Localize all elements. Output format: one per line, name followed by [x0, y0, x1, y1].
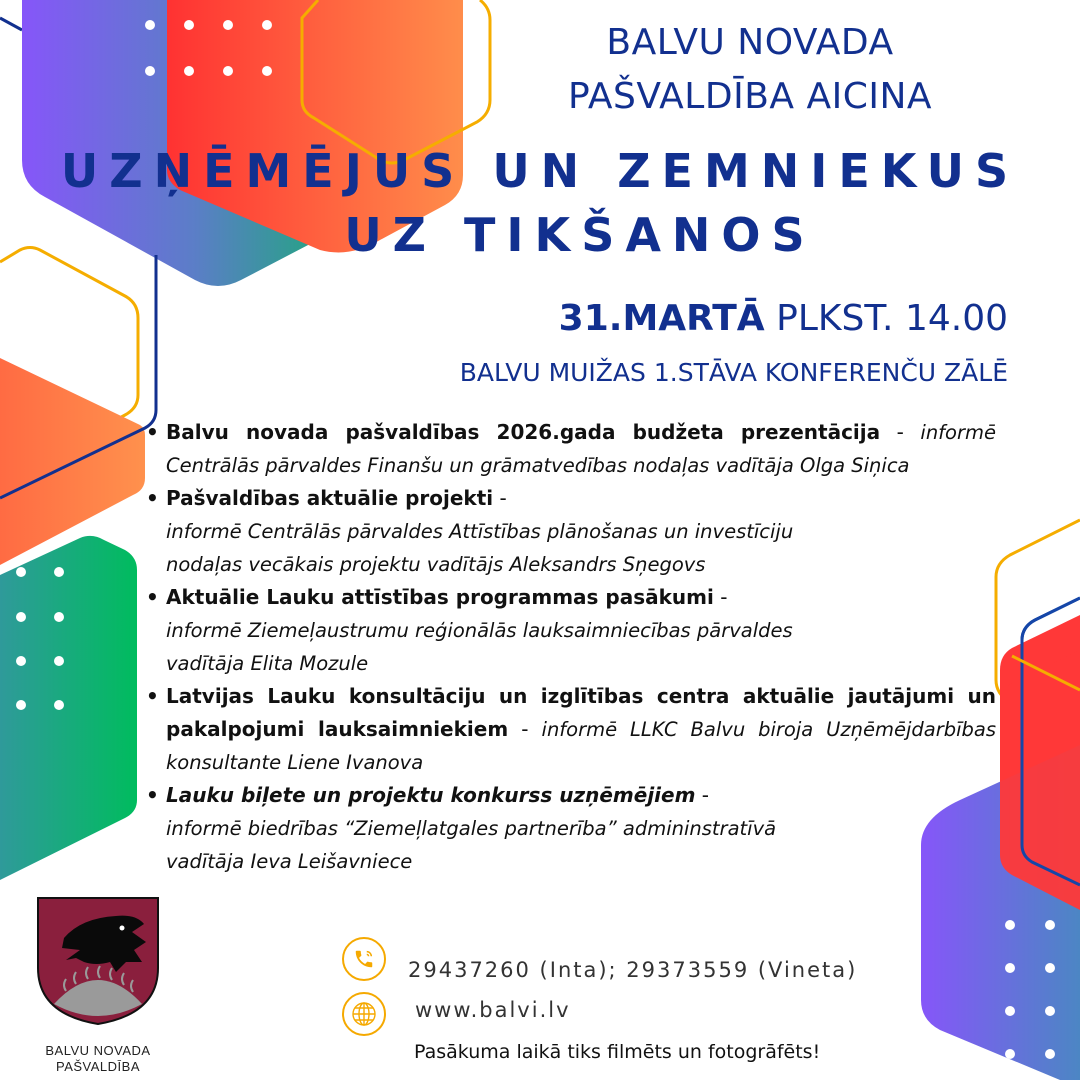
globe-icon [342, 992, 386, 1036]
event-date: 31.MARTĀ [558, 298, 765, 339]
event-venue: BALVU MUIŽAS 1.STĀVA KONFERENČU ZĀLĒ [459, 358, 1008, 387]
agenda-item: • Pašvaldības aktuālie projekti - informē Centrālās pārvaldes Attīstības plānošanas un investīciju nodaļas vecākais projektu vadītājs Aleksandrs Sņegovs [144, 482, 996, 581]
agenda-item-speaker: informē Centrālās pārvaldes Attīstības plānošanas un investīciju [166, 520, 794, 543]
main-title [30, 142, 1050, 264]
agenda [144, 416, 996, 878]
website-link[interactable]: www.balvi.lv [415, 998, 571, 1022]
agenda-item-speaker: informē Ziemeļaustrumu reģionālās lauksaimniecības pārvaldes [166, 619, 793, 642]
header-line-1: BALVU NOVADA [606, 22, 894, 63]
agenda-item-title: Lauku biļete un projektu konkurss uzņēmējiem [166, 783, 696, 807]
agenda-item-title: Aktuālie Lauku attīstības programmas pasākumi [166, 585, 714, 609]
filming-notice: Pasākuma laikā tiks filmēts un fotogrāfēts! [414, 1041, 821, 1063]
agenda-item-speaker: informē biedrības “Ziemeļlatgales partnerība” admininstratīvā [166, 817, 777, 840]
agenda-item-title: Pašvaldības aktuālie projekti [166, 486, 494, 510]
logo-text-line-2: PAŠVALDĪBA [56, 1059, 140, 1074]
title-line-2: UZ TIKŠANOS [344, 208, 816, 262]
phone-numbers: 29437260 (Inta); 29373559 (Vineta) [408, 958, 858, 982]
agenda-item-speaker: informē Centrālās pārvaldes Finanšu un grāmatvedības nodaļas vadītāja Olga Siņica [166, 421, 996, 477]
agenda-item-title: Latvijas Lauku konsultāciju un izglītības centra aktuālie jautājumi un pakalpojumi lauksaimniekiem [166, 684, 996, 741]
event-time: PLKST. 14.00 [776, 298, 1008, 339]
header-intro [500, 20, 1000, 120]
agenda-item-speaker: vadītāja Elita Mozule [166, 652, 369, 675]
agenda-item: • Latvijas Lauku konsultāciju un izglītības centra aktuālie jautājumi un pakalpojumi lauksaimniekiem - informē LLKC Balvu biroja Uzņēmējdarbības konsultante Liene Ivanova [144, 680, 996, 779]
municipality-logo [36, 896, 160, 1075]
agenda-item: • Balvu novada pašvaldības 2026.gada budžeta prezentācija - informē Centrālās pārvaldes Finanšu un grāmatvedības nodaļas vadītāja Olga Siņica [144, 416, 996, 482]
agenda-item-speaker: informē LLKC Balvu biroja Uzņēmējdarbības konsultante Liene Ivanova [166, 718, 996, 774]
title-line-1: UZŅĒMĒJUS UN ZEMNIEKUS [60, 144, 1020, 198]
agenda-item-speaker: nodaļas vecākais projektu vadītājs Aleksandrs Sņegovs [166, 553, 706, 576]
logo-text-line-1: BALVU NOVADA [45, 1043, 151, 1058]
agenda-item: • Aktuālie Lauku attīstības programmas pasākumi - informē Ziemeļaustrumu reģionālās lauksaimniecības pārvaldes vadītāja Elita Mozule [144, 581, 996, 680]
header-line-2: PAŠVALDĪBA AICINA [567, 76, 933, 117]
coat-of-arms-icon [36, 896, 160, 1026]
agenda-item: • Lauku biļete un projektu konkurss uzņēmējiem - informē biedrības “Ziemeļlatgales partnerība” admininstratīvā vadītāja Ieva Leišavniece [144, 779, 996, 878]
agenda-item-title: Balvu novada pašvaldības 2026.gada budžeta prezentācija [166, 420, 881, 444]
event-datetime [308, 298, 1008, 339]
agenda-item-speaker: vadītāja Ieva Leišavniece [166, 850, 413, 873]
phone-icon [342, 937, 386, 981]
